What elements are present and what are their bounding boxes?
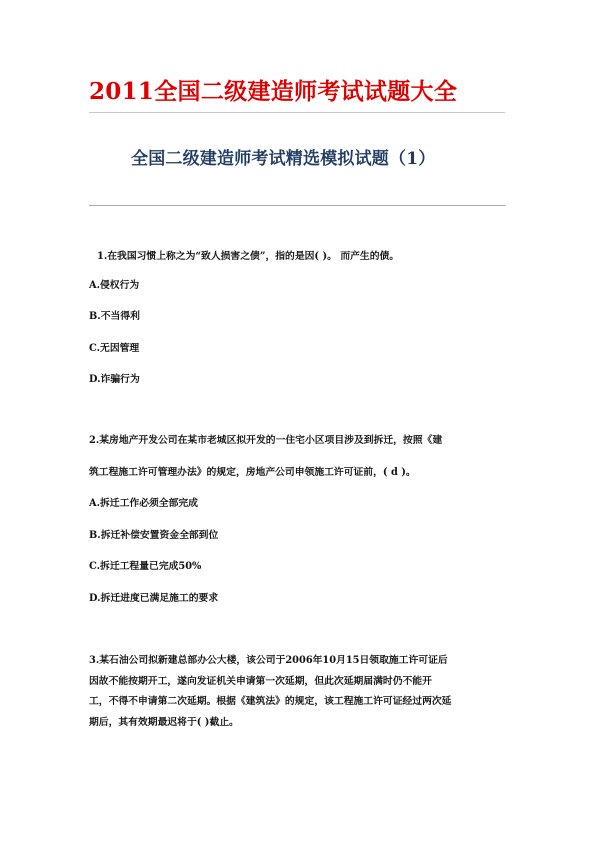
question-3-line-3: 工，不得不申请第二次延期。根据《建筑法》的规定，该工程施工许可证经过两次延 [89, 696, 452, 707]
question-3-line-2: 因故不能按期开工，遂向发证机关申请第一次延期，但此次延期届满时仍不能开 [89, 676, 432, 687]
question-1-text: 1.在我国习惯上称之为“致人损害之债”，指的是因( )。 而产生的债。 [97, 251, 400, 262]
question-2-option-b: B.拆迁补偿安置资金全部到位 [89, 530, 219, 541]
question-1-option-d: D.诈骗行为 [89, 374, 140, 385]
title-divider [89, 112, 505, 113]
subtitle-divider [89, 205, 505, 206]
question-2-option-c: C.拆迁工程量已完成50% [89, 561, 202, 572]
question-2-line-2: 筑工程施工许可管理办法》的规定，房地产公司申领施工许可证前，( d )。 [89, 467, 416, 478]
page-title: 2011全国二级建造师考试试题大全 [89, 78, 458, 105]
page-subtitle: 全国二级建造师考试精选模拟试题（1） [131, 149, 436, 169]
question-1-option-a: A.侵权行为 [89, 280, 140, 291]
question-2-line-1: 2.某房地产开发公司在某市老城区拟开发的一住宅小区项目涉及到拆迁，按照《建 [89, 435, 443, 446]
question-2-option-d: D.拆迁进度已满足施工的要求 [89, 593, 219, 604]
question-2-option-a: A.拆迁工作必须全部完成 [89, 498, 198, 509]
question-3-line-4: 期后，其有效期最迟将于( )截止。 [89, 717, 239, 728]
question-1-option-c: C.无因管理 [89, 343, 140, 354]
question-3-line-1: 3.某石油公司拟新建总部办公大楼，该公司于2006年10月15日领取施工许可证后 [89, 655, 448, 666]
question-1-option-b: B.不当得利 [89, 311, 140, 322]
